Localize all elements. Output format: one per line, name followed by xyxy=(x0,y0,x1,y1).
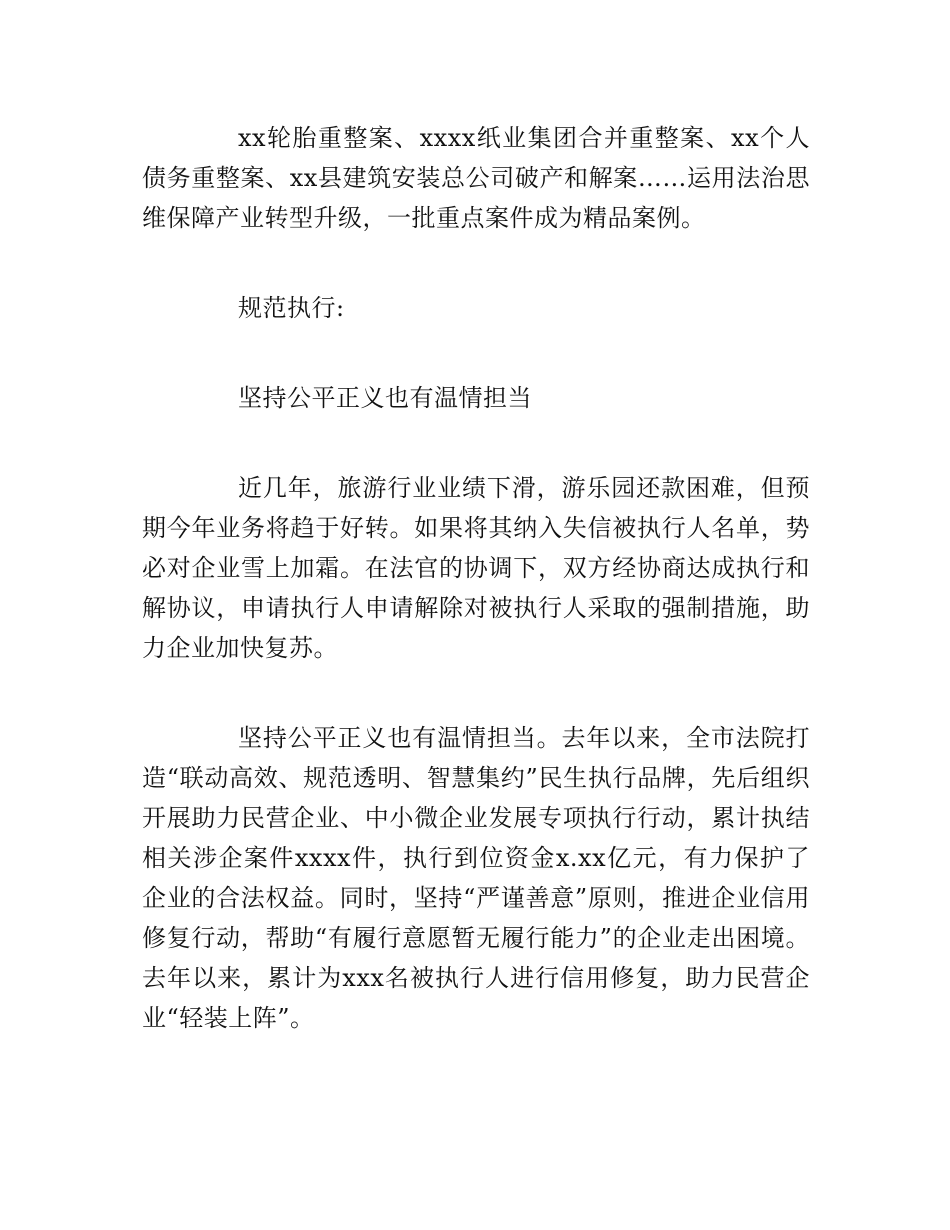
section-subheading: 坚持公平正义也有温情担当 xyxy=(238,384,532,412)
document-body xyxy=(142,118,810,1038)
paragraph-restructuring-cases: xx轮胎重整案、xxxx纸业集团合并重整案、xx个人债务重整案、xx县建筑安装总公司破产和解案……运用法治思维保障产业转型升级，一批重点案件成为精品案例。 xyxy=(142,124,810,232)
section-heading: 规范执行: xyxy=(238,294,345,322)
paragraph-amusement-park: 近几年，旅游行业业绩下滑，游乐园还款困难，但预期今年业务将趋于好转。如果将其纳入失信被执行人名单，势必对企业雪上加霜。在法官的协调下，双方经协商达成执行和解协议，申请执行人申请解除对被执行人采取的强制措施，助力企业加快复苏。 xyxy=(142,474,810,662)
paragraph-enforcement-summary: 坚持公平正义也有温情担当。去年以来，全市法院打造“联动高效、规范透明、智慧集约”民生执行品牌，先后组织开展助力民营企业、中小微企业发展专项执行行动，累计执结相关涉企案件xxxx件，执行到位资金x.xx亿元，有力保护了企业的合法权益。同时，坚持“严谨善意”原则，推进企业信用修复行动，帮助“有履行意愿暂无履行能力”的企业走出困境。去年以来，累计为xxx名被执行人进行信用修复，助力民营企业“轻装上阵”。 xyxy=(142,724,810,1032)
